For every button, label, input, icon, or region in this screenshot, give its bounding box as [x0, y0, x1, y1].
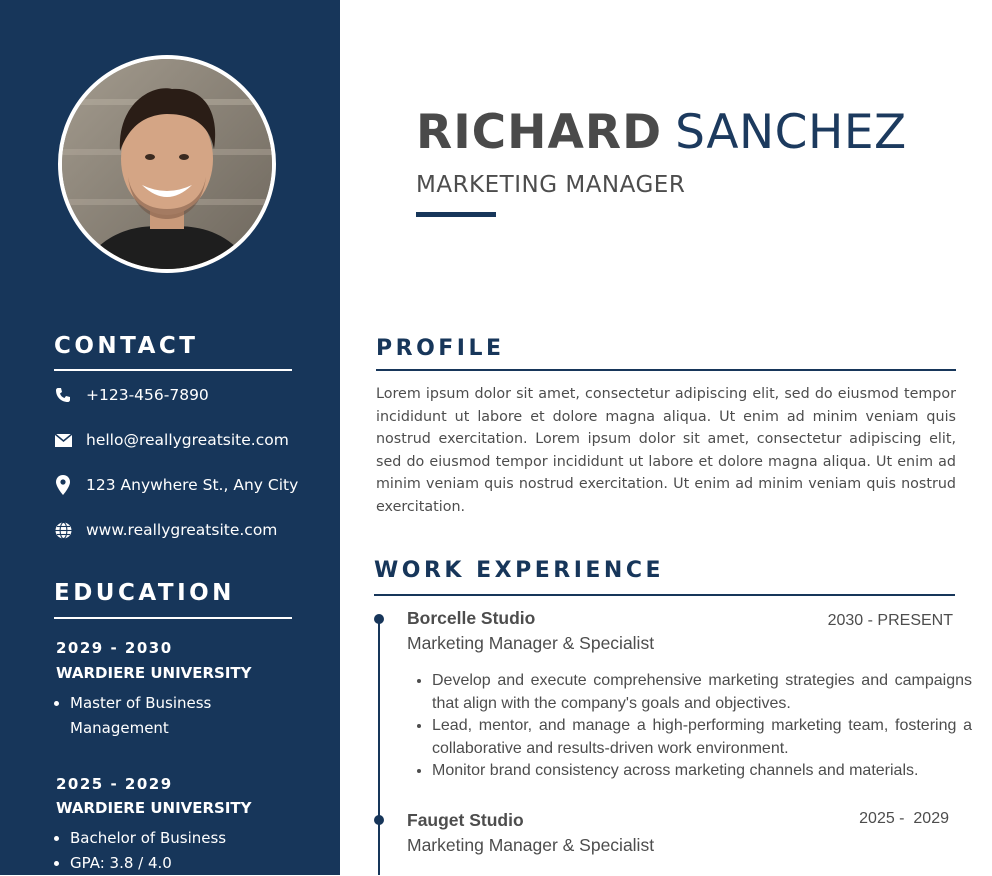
- timeline-line: [378, 618, 380, 875]
- job-bullet: • Develop and execute comprehensive marketing strategies and campaigns that align with the company's goals and objectives.: [432, 670, 972, 715]
- contact-website-text: www.reallygreatsite.com: [86, 521, 278, 539]
- contact-address[interactable]: [54, 473, 298, 497]
- last-name: SANCHEZ: [675, 105, 907, 160]
- globe-icon: [54, 521, 72, 539]
- job-role: MARKETING MANAGER: [416, 172, 686, 198]
- contact-phone[interactable]: [54, 383, 209, 407]
- education-heading: EDUCATION: [54, 580, 235, 606]
- full-name: [416, 104, 907, 160]
- job-bullet: • Monitor brand consistency across marketing channels and materials.: [432, 760, 972, 783]
- job-dates: 2025 - 2029: [859, 810, 949, 827]
- job-title: Marketing Manager & Specialist: [407, 835, 655, 855]
- job-company: Borcelle Studio: [407, 608, 536, 628]
- education-divider: [54, 617, 292, 619]
- contact-email-text: hello@reallygreatsite.com: [86, 431, 289, 449]
- education-detail-item: • Master of Business Management: [70, 691, 260, 741]
- contact-email[interactable]: [54, 428, 289, 452]
- contact-heading: CONTACT: [54, 333, 199, 359]
- job-company: Fauget Studio: [407, 810, 524, 830]
- phone-icon: [54, 386, 72, 404]
- job-bullet: • Lead, mentor, and manage a high-performing marketing team, fostering a collaborative and results-driven work environment.: [432, 715, 972, 760]
- title-accent-bar: [416, 212, 496, 217]
- education-school: WARDIERE UNIVERSITY: [56, 799, 252, 817]
- location-pin-icon: [54, 476, 72, 494]
- education-details: [52, 691, 260, 741]
- work-heading: WORK EXPERIENCE: [374, 558, 664, 583]
- education-years: 2029 - 2030: [56, 639, 173, 657]
- envelope-icon: [54, 431, 72, 449]
- education-school: WARDIERE UNIVERSITY: [56, 664, 252, 682]
- profile-text: Lorem ipsum dolor sit amet, consectetur adipiscing elit, sed do eiusmod tempor incididunt ut labore et dolore magna aliqua. Ut enim ad minim veniam quis nostrud exercitation. Lorem ipsum dolor sit amet, consectetur adipiscing elit, sed do eiusmod tempor incididunt ut labore et dolore magna aliqua. Ut enim ad minim veniam quis nostrud exercitation. Ut enim ad minim veniam quis nostrud exercitation.: [376, 386, 956, 515]
- profile-divider: [376, 369, 956, 371]
- job-bullets: [414, 670, 972, 783]
- profile-heading: PROFILE: [376, 336, 505, 361]
- first-name: RICHARD: [416, 105, 663, 160]
- contact-divider: [54, 369, 292, 371]
- job-dates: 2030 - PRESENT: [827, 612, 953, 629]
- education-details: [52, 826, 310, 876]
- education-detail-item: • GPA: 3.8 / 4.0: [70, 851, 310, 876]
- profile-photo: [58, 55, 276, 273]
- timeline-dot: [374, 815, 384, 825]
- main-content: [340, 0, 992, 875]
- sidebar: [0, 0, 340, 875]
- job-title: Marketing Manager & Specialist: [407, 633, 655, 653]
- timeline-dot: [374, 614, 384, 624]
- contact-phone-text: +123-456-7890: [86, 386, 209, 404]
- education-years: 2025 - 2029: [56, 775, 173, 793]
- contact-address-text: 123 Anywhere St., Any City: [86, 476, 299, 494]
- contact-website[interactable]: [54, 518, 277, 542]
- work-divider: [374, 594, 955, 596]
- education-detail-item: • Bachelor of Business: [70, 826, 310, 851]
